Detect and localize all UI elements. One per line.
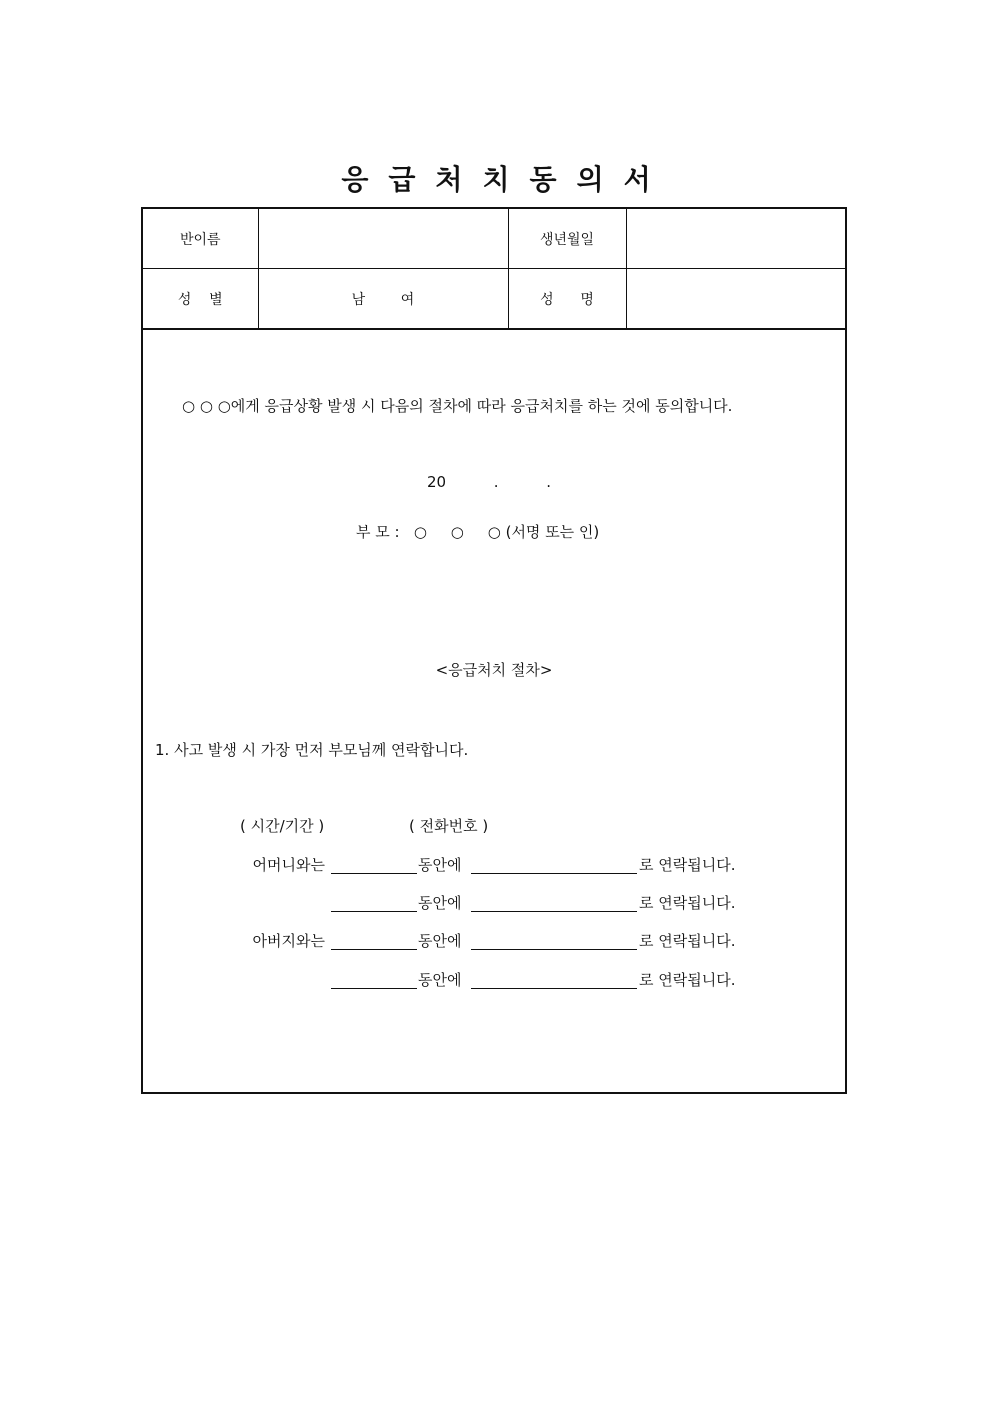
- during-label: 동안에: [418, 932, 462, 950]
- contactable-label: 로 연락됩니다.: [639, 971, 736, 989]
- during-label: 동안에: [418, 856, 462, 874]
- time-period-blank[interactable]: [331, 969, 417, 989]
- procedure-title: <응급처치 절차>: [435, 661, 553, 679]
- birth-date-label: 생년월일: [508, 209, 626, 269]
- class-name-label: 반이름: [143, 209, 258, 269]
- gender-options[interactable]: 남 여: [258, 269, 508, 330]
- phone-number-blank[interactable]: [471, 892, 637, 912]
- contact-person-label: 아버지와는: [252, 932, 325, 950]
- contact-row-father-1: [143, 930, 845, 952]
- birth-date-field[interactable]: [626, 209, 845, 269]
- info-row: [143, 269, 845, 330]
- time-period-blank[interactable]: [331, 892, 417, 912]
- contactable-label: 로 연락됩니다.: [639, 894, 736, 912]
- time-period-blank[interactable]: [331, 930, 417, 950]
- time-period-header: ( 시간/기간 ): [240, 817, 325, 835]
- parent-signature-line[interactable]: 부 모 : ○ ○ ○ (서명 또는 인): [356, 523, 600, 541]
- contact-person-label: 어머니와는: [252, 856, 325, 874]
- phone-number-blank[interactable]: [471, 969, 637, 989]
- contact-row-mother-1: [143, 854, 845, 876]
- contact-row-mother-2: [143, 892, 845, 914]
- during-label: 동안에: [418, 971, 462, 989]
- student-info-table: [143, 209, 845, 330]
- name-field[interactable]: [626, 269, 845, 330]
- date-field[interactable]: 20 . .: [427, 473, 551, 491]
- procedure-step-1: 1. 사고 발생 시 가장 먼저 부모님께 연락합니다.: [155, 741, 469, 759]
- info-row: [143, 209, 845, 269]
- phone-number-blank[interactable]: [471, 930, 637, 950]
- gender-label: 성 별: [143, 269, 258, 330]
- consent-statement: ○ ○ ○에게 응급상황 발생 시 다음의 절차에 따라 응급처치를 하는 것에 동의합니다.: [182, 397, 733, 415]
- class-name-field[interactable]: [258, 209, 508, 269]
- document-title: 응급처치동의서: [341, 163, 671, 196]
- phone-number-header: ( 전화번호 ): [409, 817, 489, 835]
- phone-number-blank[interactable]: [471, 854, 637, 874]
- name-label: 성 명: [508, 269, 626, 330]
- contactable-label: 로 연락됩니다.: [639, 932, 736, 950]
- time-period-blank[interactable]: [331, 854, 417, 874]
- during-label: 동안에: [418, 894, 462, 912]
- consent-form: [141, 207, 847, 1094]
- contact-row-father-2: [143, 969, 845, 991]
- contactable-label: 로 연락됩니다.: [639, 856, 736, 874]
